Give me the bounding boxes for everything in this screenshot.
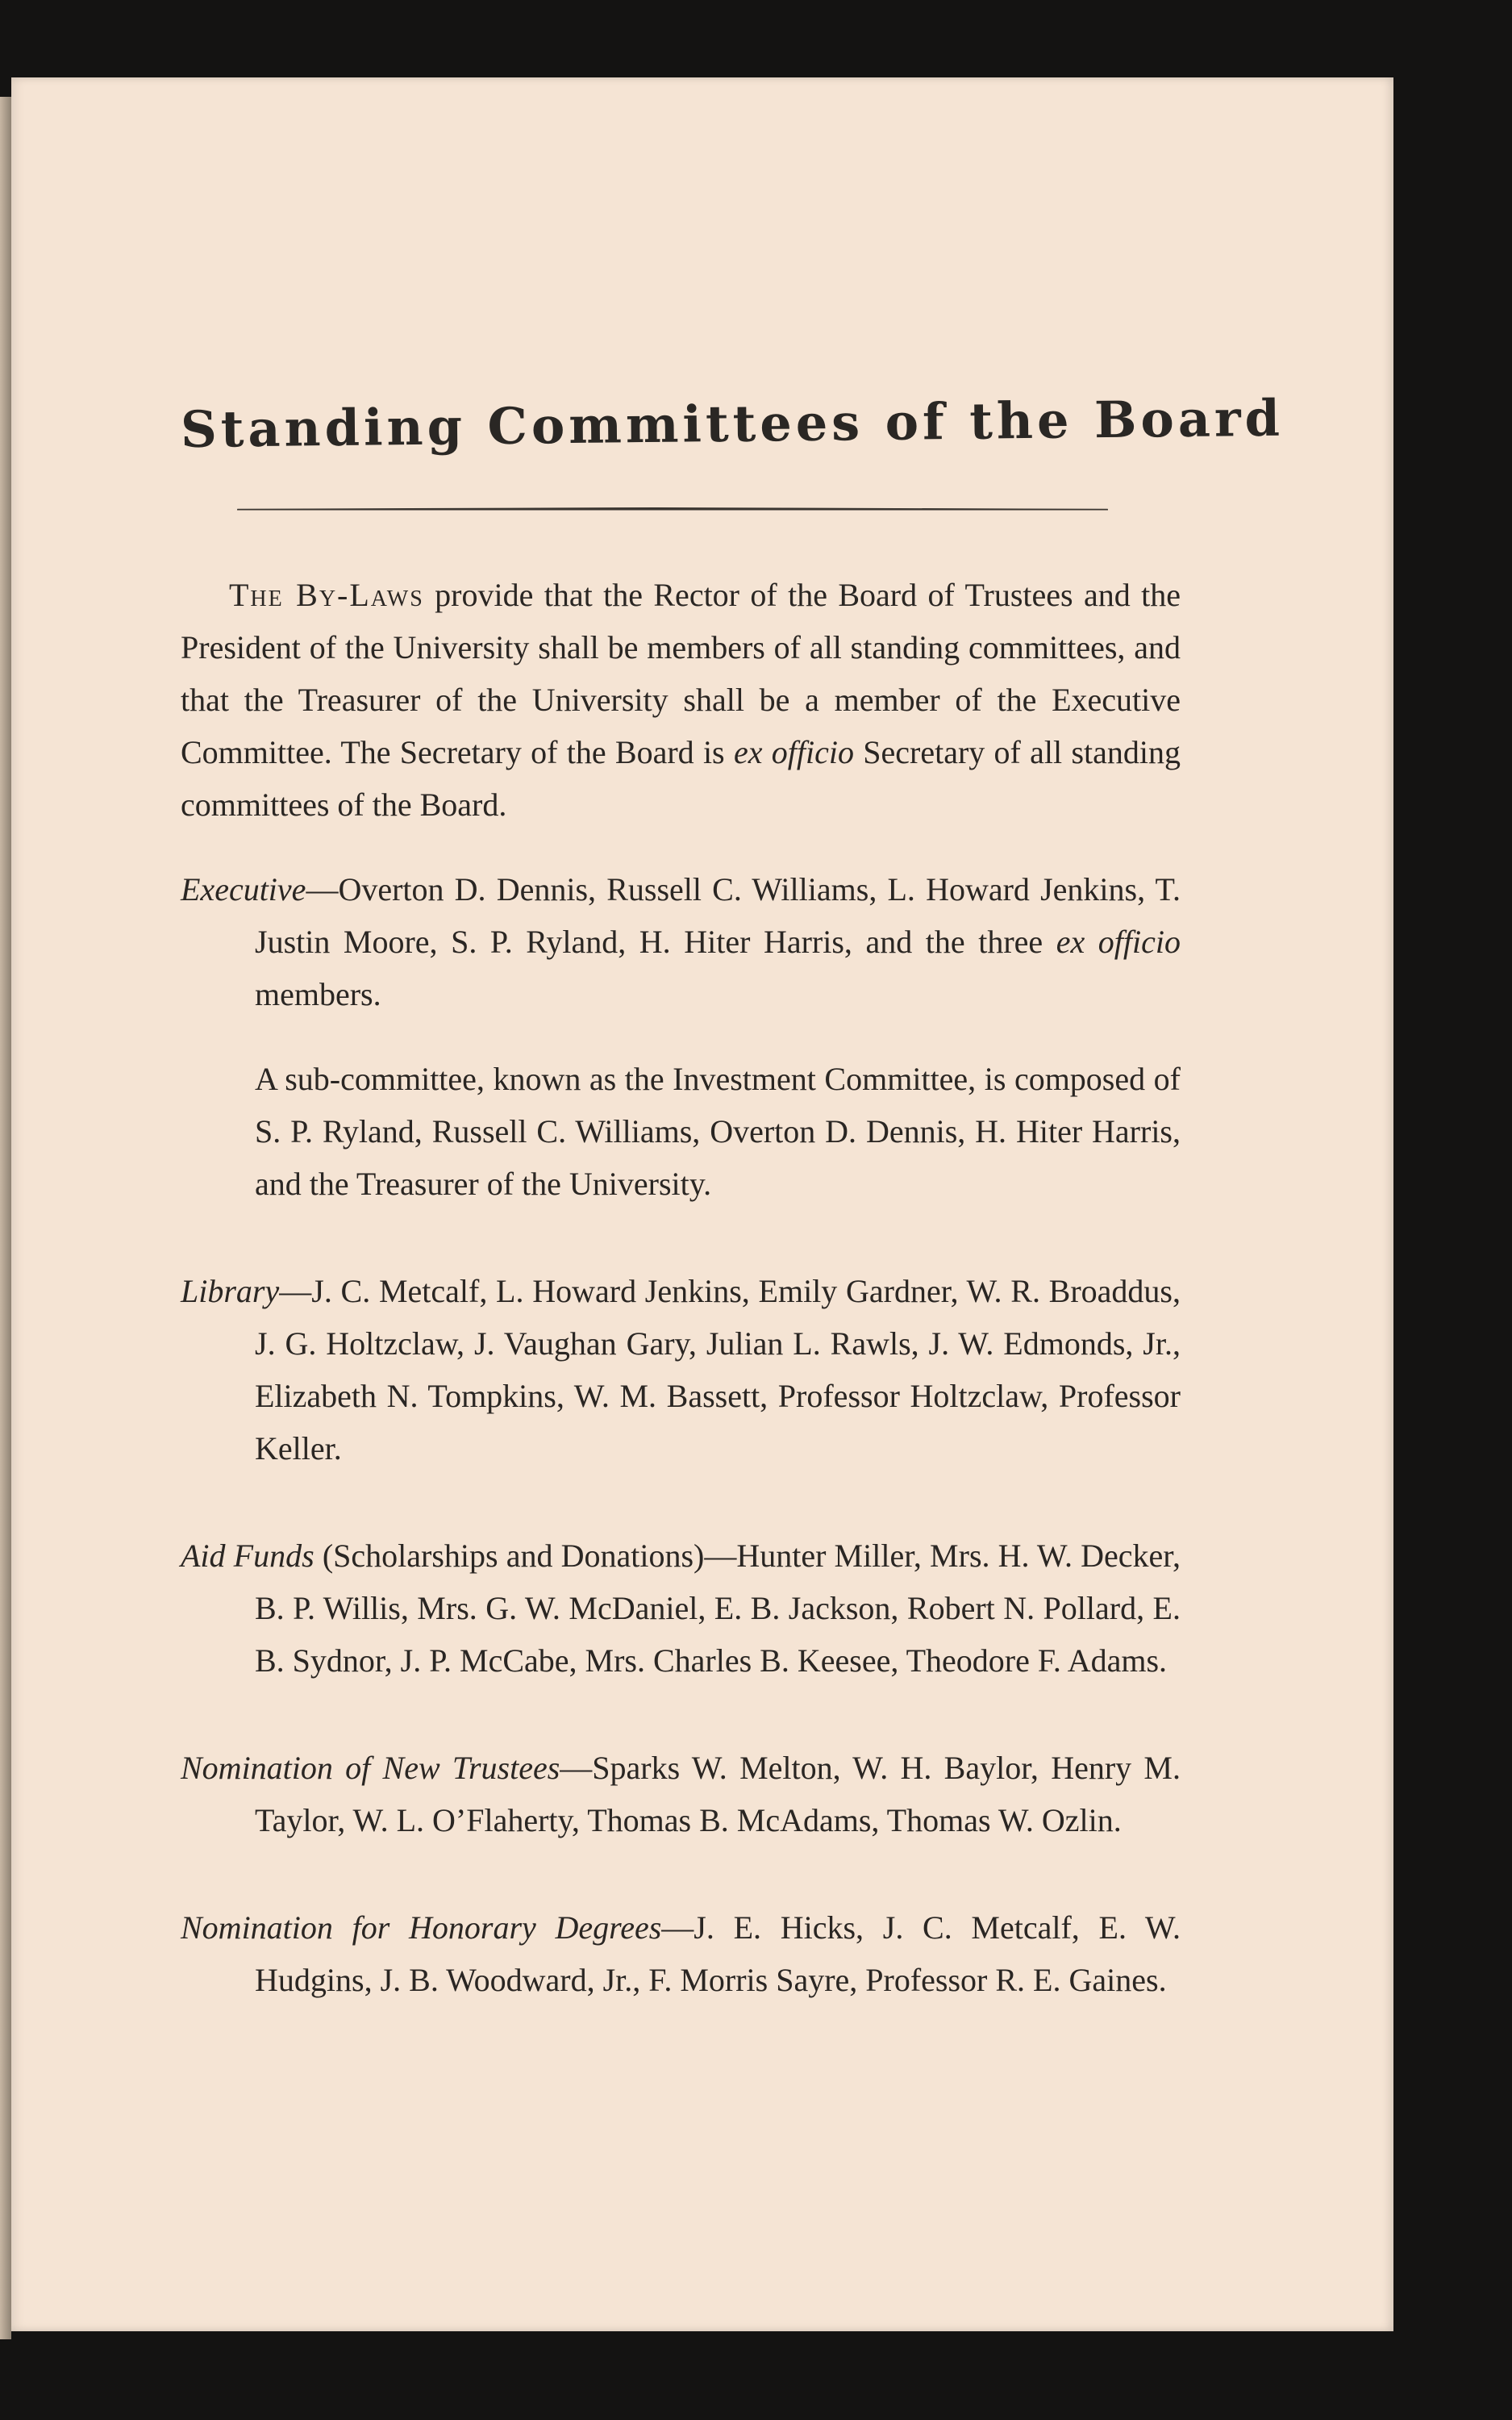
committee-name: Executive <box>181 871 306 908</box>
bylaws-text-2: Secretary of all standing committees of the Board. <box>181 734 1181 823</box>
bylaws-paragraph <box>181 569 1181 831</box>
committee-executive <box>181 863 1181 1020</box>
committee-members-2: members. <box>255 976 381 1012</box>
committee-members-1: —Overton D. Dennis, Russell C. Williams, L. Howard Jenkins, T. Justin Moore, S. P. Ryland, H. Hiter Harris, and the three <box>255 871 1181 960</box>
committee-name: Nomination of New Trustees <box>181 1750 560 1786</box>
committee-name: Nomination for Honorary Degrees <box>181 1909 662 1946</box>
committee-members: (Scholarships and Donations)—Hunter Miller, Mrs. H. W. Decker, B. P. Willis, Mrs. G. W. McDaniel, E. B. Jackson, Robert N. Pollard, E. B. Sydnor, J. P. McCabe, Mrs. Charles B. Keesee, Theodore F. Adams. <box>255 1538 1181 1679</box>
committee-name: Aid Funds <box>181 1538 314 1574</box>
committee-members: —J. C. Metcalf, L. Howard Jenkins, Emily Gardner, W. R. Broaddus, J. G. Holtzclaw, J. Vaughan Gary, Julian L. Rawls, J. W. Edmonds, Jr., Elizabeth N. Tompkins, W. M. Bassett, Professor Holtzclaw, Professor Keller. <box>255 1273 1181 1467</box>
book-page <box>11 77 1393 2331</box>
committee-members: —J. E. Hicks, J. C. Metcalf, E. W. Hudgins, J. B. Woodward, Jr., F. Morris Sayre, Professor R. E. Gaines. <box>255 1909 1181 1998</box>
committee-name: Library <box>181 1273 280 1309</box>
committee-members: —Sparks W. Melton, W. H. Baylor, Henry M. Taylor, W. L. O’Flaherty, Thomas B. McAdams, Thomas W. Ozlin. <box>255 1750 1181 1838</box>
previous-page-edge <box>0 97 11 2339</box>
title-rule <box>237 507 1108 512</box>
bylaws-lead: The By-Laws <box>229 577 424 613</box>
committee-library <box>181 1265 1181 1475</box>
committee-aid-funds <box>181 1529 1181 1687</box>
committee-ex-officio: ex officio <box>1056 924 1181 960</box>
committee-nomination-honorary-degrees <box>181 1901 1181 2006</box>
investment-subcommittee: A sub-committee, known as the Investment Committee, is composed of S. P. Ryland, Russell C. Williams, Overton D. Dennis, H. Hiter Harris, and the Treasurer of the University. <box>255 1061 1181 1202</box>
bylaws-text-1: provide that the Rector of the Board of Trustees and the President of the University shall be members of all standing committees, and that the Treasurer of the University shall be a member of the Executive Committee. The Secretary of the Board is <box>181 577 1181 770</box>
bylaws-ex-officio: ex officio <box>733 734 854 770</box>
page-content <box>180 388 1285 2038</box>
page-title: Standing Committees of the Board <box>180 388 1285 459</box>
committee-nomination-new-trustees <box>181 1742 1181 1846</box>
